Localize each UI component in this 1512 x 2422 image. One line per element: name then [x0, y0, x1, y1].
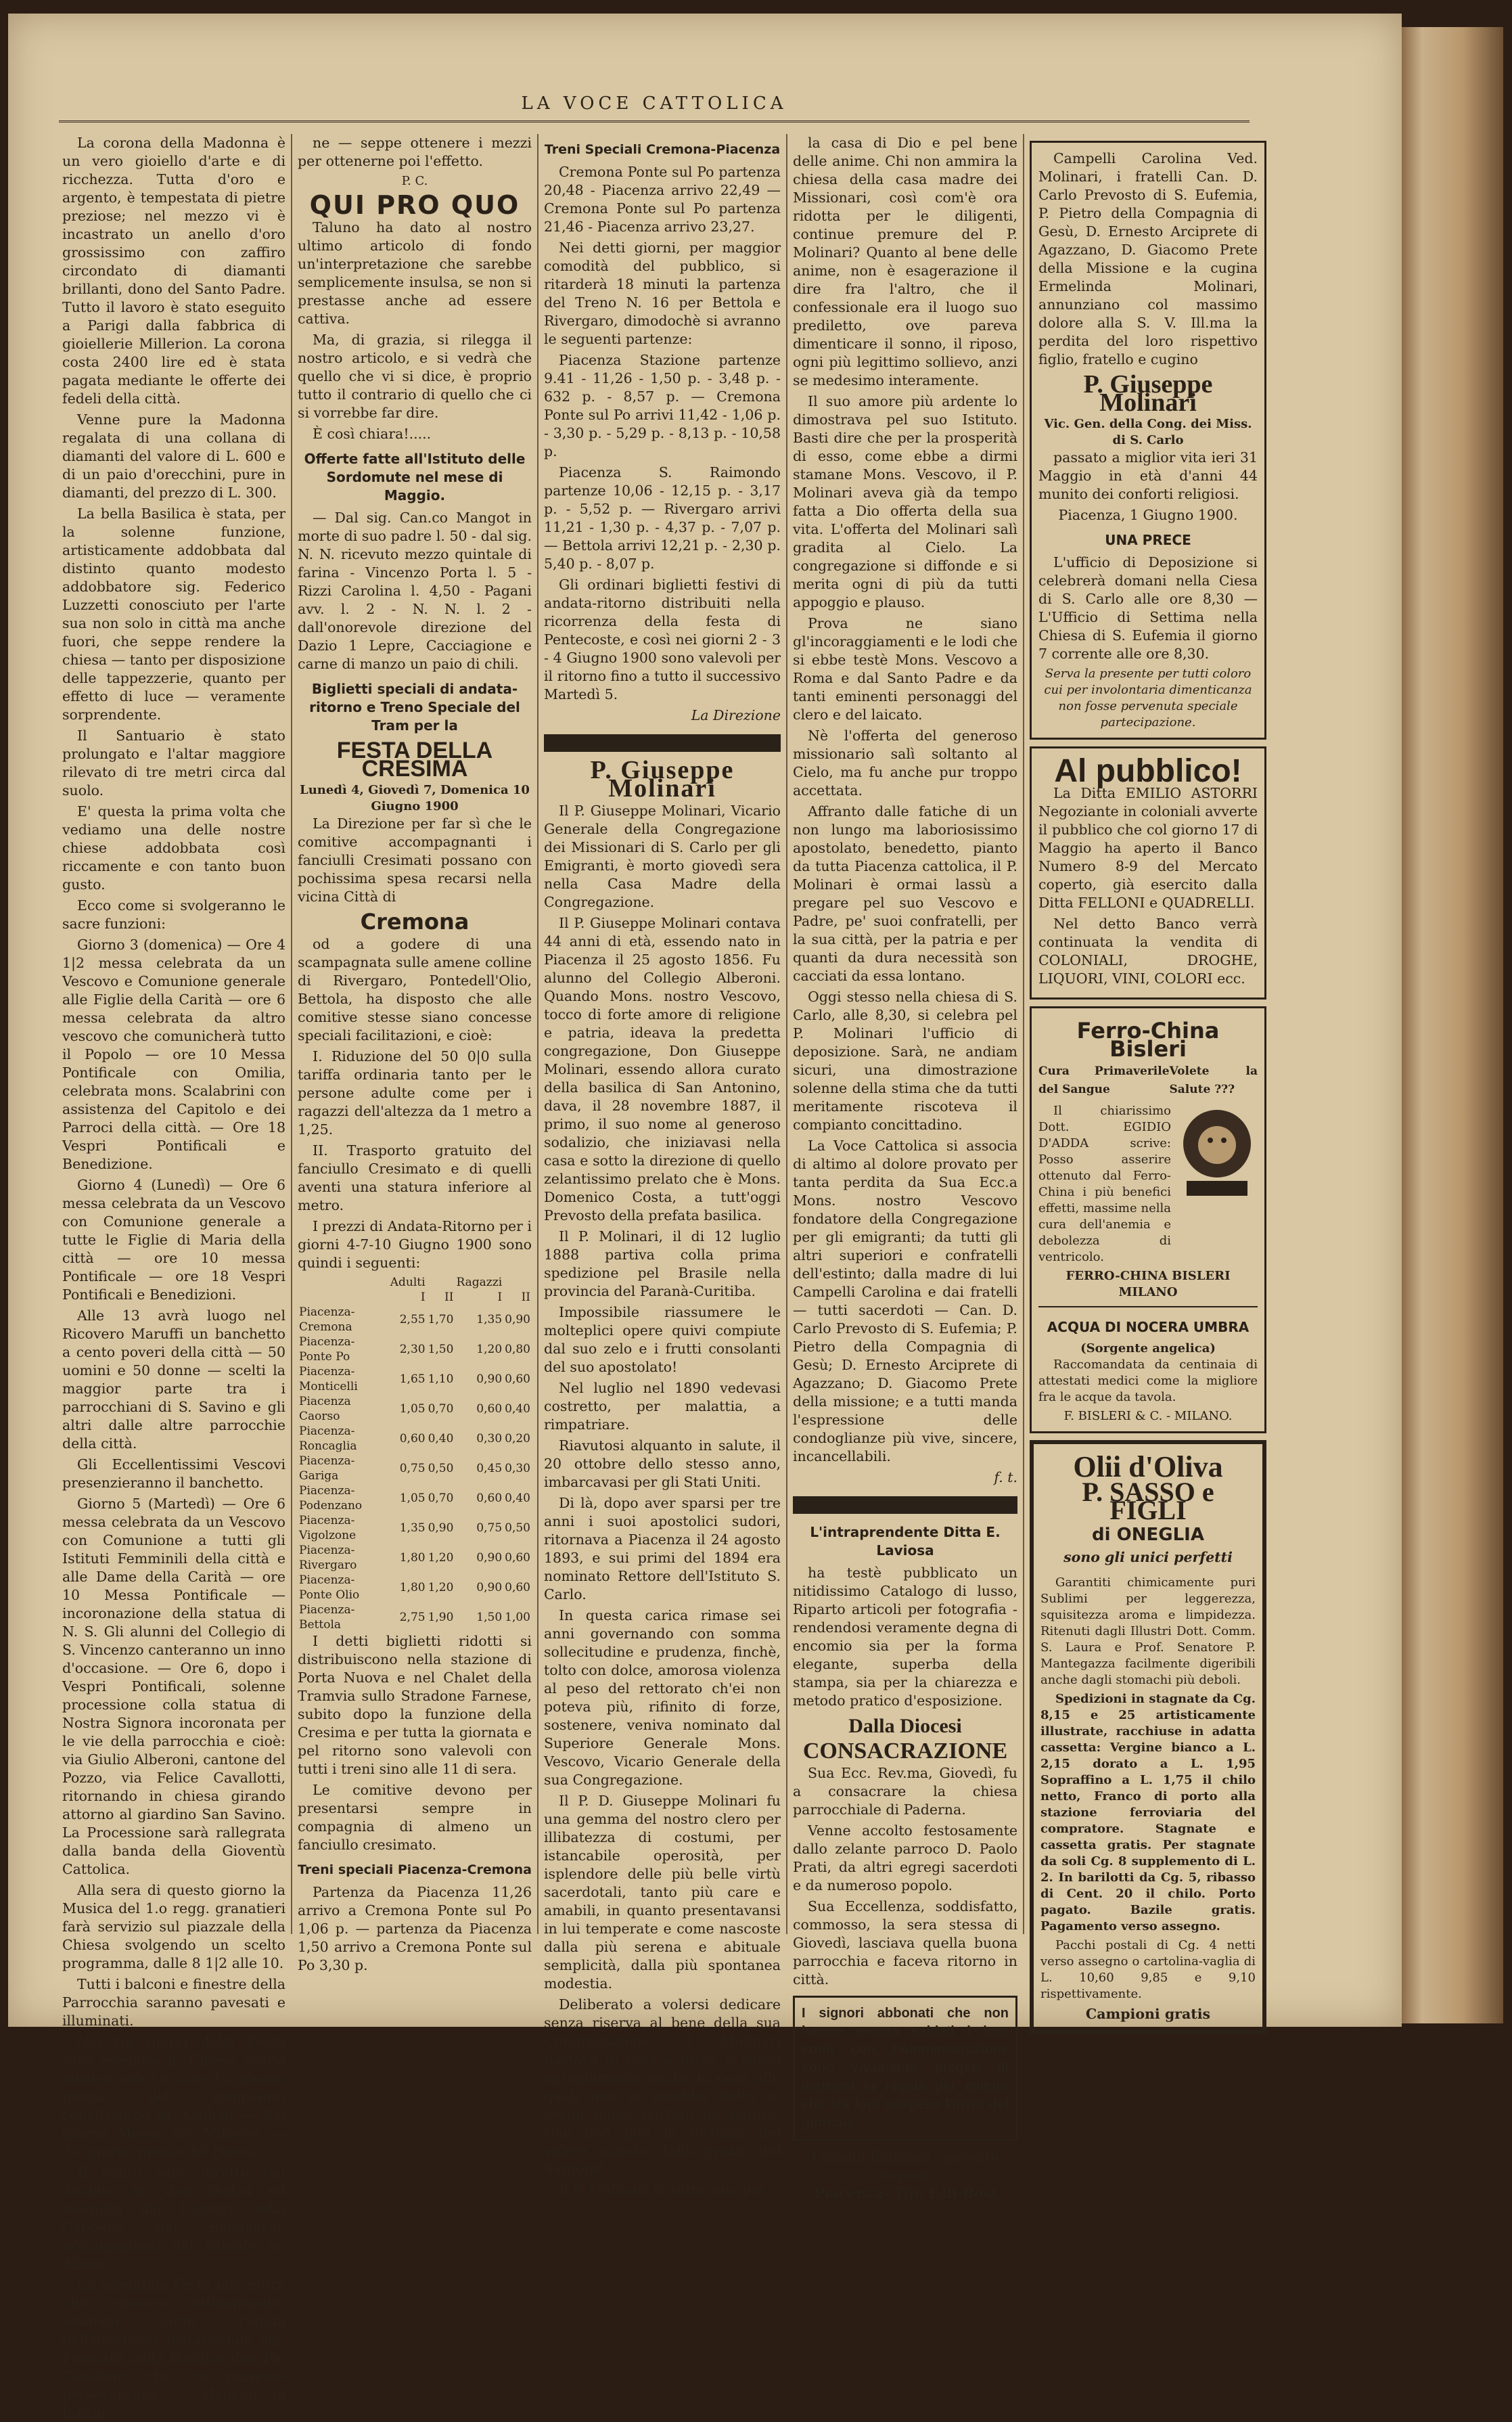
fare-cell: 0,90 — [476, 1372, 503, 1386]
fare-row — [298, 1275, 532, 1290]
festa-dates: Lunedì 4, Giovedì 7, Domenica 10 Giugno 1900 — [300, 783, 530, 813]
fare-cell: 2,30 — [399, 1343, 426, 1356]
cremona-title: Cremona — [360, 909, 469, 935]
fare-cell: I — [420, 1291, 426, 1304]
treni-pc-title: Treni speciali Piacenza-Cremona — [298, 1862, 532, 1877]
fare-row — [298, 1513, 532, 1543]
pubblico-title: Al pubblico! — [1054, 753, 1242, 789]
paragraph: Il canto sarà diretto dal distinto m. don Dodici ed eseguito dai Cantori della Cappella del Seminario, accompagnati dal valente m. Albasi. — [62, 2164, 285, 2272]
fare-row — [298, 1305, 532, 1335]
fare-cell: 1,00 — [505, 1611, 530, 1624]
fare-cell: Piacenza-Bettola — [299, 1603, 355, 1632]
fare-cell: 0,75 — [476, 1521, 503, 1535]
nocera-title: ACQUA DI NOCERA UMBRA — [1047, 1319, 1250, 1335]
fare-cell: 0,70 — [428, 1402, 454, 1416]
bisleri-label: FERRO-CHINA BISLERI MILANO — [1066, 1269, 1231, 1299]
paragraph: Piacenza Stazione partenze 9.41 - 11,26 - 1,50 p. - 3,48 p. - 632 p. - 8,57 p. — Cremona Ponte sul Po arrivi 11,42 - 1,06 p. - 3,30 p. - 5,29 p. - 8,13 p. - 10,58 p. — [544, 352, 781, 459]
biglietti-title: Biglietti speciali di andata-ritorno e Treno Speciale del Tram per la — [309, 681, 520, 734]
paragraph: Giorno 3 (domenica) — Ore 4 1|2 messa celebrata da un Vescovo e Comunione generale alle Figlie della Carità — ore 6 messa celebrata da altro vescovo che comunicherà tutto il Popolo — ore 10 Messa Pontificale con Omilia, celebrata mons. Scalabrini con assistenza del Capitolo e dei Parroci della città. — Ore 18 Vespri Pontificali e Benedizione. — [62, 937, 285, 1172]
fare-cell: 0,80 — [505, 1343, 530, 1356]
fare-cell: Adulti — [390, 1276, 426, 1289]
paragraph: Il suo amore più ardente lo dimostrava pel suo Istituto. Basti dire che per la prosperità di esso, come ebbe a dirmi stamane Mons. Vescovo, il P. Molinari aveva già da tempo fatta a Dio offerta della sua vita. L'offerta del Molinari salì gradita al Cielo. La congregazione si diffonde e si merita ogni di più da tutti appoggio e plauso. — [793, 393, 1017, 610]
column-3 — [544, 134, 781, 2198]
paragraph: Il P. Molinari fu tutto zelo per — [559, 2182, 766, 2198]
fare-cell: 1,50 — [428, 1343, 454, 1356]
fare-table — [298, 1275, 532, 1632]
paragraph: Piacenza S. Raimondo partenze 10,06 - 12,15 p. - 3,17 p. - 5,52 p. — Rivergaro arrivi 11,21 - 1,30 p. - 4,37 p. - 7,07 p. — Bettola arrivi 12,21 p. - 2,30 p. 5,40 p. - 8,07 p. — [544, 464, 781, 572]
death-notice-name: P. Giuseppe Molinari — [1083, 370, 1213, 417]
paragraph: Cremona Ponte sul Po partenza 20,48 - Piacenza arrivo 22,49 — Cremona Ponte sul Po partenza 21,46 - Piacenza arrivo 23,27. — [544, 164, 781, 235]
olio-maker: P. SASSO e FIGLI — [1082, 1477, 1214, 1525]
paragraph: la casa di Dio e pel bene delle anime. Chi non ammira la chiesa della casa madre dei Missionari, così com'è ora ridotta per le diligenti, continue premure del P. Molinari? Quanto al bene delle anime, non è esagerazione il dire fra l'altro, che il confessionale era il luogo suo prediletto, ove pareva dimenticare il sonno, il riposo, ogni più legittimo sollievo, anzi se medesimo interamente. — [793, 135, 1017, 388]
fare-cell: 1,20 — [428, 1581, 454, 1594]
paragraph: Sua Eccellenza, soddisfatto, commosso, la sera stessa di Giovedì, lasciava quella buona parrocchia e faceva ritorno in città. — [793, 1898, 1017, 1988]
death-notice-passing: passato a miglior vita ieri 31 Maggio in età d'anni 44 munito dei conforti religiosi. — [1038, 449, 1258, 502]
paragraph: Il P. D. Giuseppe Molinari fu una gemma del nostro clero per illibatezza di costumi, per istancabile operosità, per isplendore delle più belle virtù sacerdotali, tanto più care e amabili, in quanto presentavansi in lui temperate e come nascoste dalla più serena e abituale semplicità, dalla più spontanea modestia. — [544, 1793, 781, 1992]
fare-cell: I — [497, 1291, 503, 1304]
paragraph: Deliberato a volersi dedicare senza riserva al bene della sua Congregazione, il Molinari bastava in essa a tutto, e riuscì egregiamente anche in cose alle quali non si sarebbe detto in verun modo portato da natura. Che non può la fortezza del volere aiutato dalla grazia del Signore! — [544, 1996, 781, 2177]
laviosa-title: L'intraprendente Ditta E. Laviosa — [810, 1524, 1001, 1558]
paragraph: Nei detti giorni, per maggior comodità del pubblico, si ritarderà 18 minuti la partenza del Treno N. 16 per Bettola e Rivergaro, dimodochè si avranno le seguenti partenze: — [544, 240, 781, 347]
fare-cell: 0,90 — [476, 1551, 503, 1565]
fare-cell: Piacenza-Vigolzone — [299, 1514, 357, 1542]
fare-cell: Piacenza-Cremona — [299, 1305, 355, 1334]
fare-row — [298, 1573, 532, 1602]
fare-cell: 1,05 — [399, 1492, 426, 1505]
masthead-title: LA VOCE CATTOLICA — [521, 93, 787, 114]
paragraph: Oggi stesso nella chiesa di S. Carlo, alle 8,30, si celebra pel P. Molinari l'ufficio di deposizione. Sarà, ne andiam sicuri, una dimostrazione solenne della stima che da tutti meritamente riscoteva il compianto concittadino. — [793, 989, 1017, 1133]
col2-sign: P. C. — [401, 174, 428, 188]
riduzioni-text — [298, 935, 532, 1272]
column-rule — [537, 134, 539, 1934]
prece-note: Serva la presente per tutti coloro cui per involontaria dimenticanza non fosse pervenuta speciale partecipazione. — [1044, 667, 1252, 730]
fare-cell: 1,80 — [399, 1551, 426, 1565]
paragraph: Affranto dalle fatiche di un non lungo ma laboriosissimo apostolato, benedetto, pianto da tutta Piacenza cattolica, il P. Molinari è ormai lassù a pregare pel suo Vescovo e Padre, pe' suoi confratelli, per la sua città, per la patria e per quanti da dura necessità son cacciati da essa lontano. — [793, 803, 1017, 984]
quiproquo-text — [298, 219, 532, 443]
subscribers-notice: I signori abbonati che non hanno ancora saldati i loro conti con l'Amministrazione sono vivamente pregati di mettersi in regola per evitare che sia loro sospeso l'invio del giornale. — [793, 1996, 1017, 2141]
prece-text: L'ufficio di Deposizione si celebrerà domani nella Ciesa di S. Carlo alle ore 8,30 — L'Ufficio di Settima nella Chiesa di S. Eufemia il giorno 7 corrente alle ore 8,30. — [1038, 554, 1258, 662]
death-notice-date: Piacenza, 1 Giugno 1900. — [1058, 507, 1238, 523]
fare-cell: 2,75 — [399, 1611, 426, 1624]
quiproquo-title: QUI PRO QUO — [309, 190, 520, 220]
paragraph: La Direzione per far sì che le comitive accompagnanti i fanciulli Cresimati possano con pochissima spesa recarsi nella vicina Città di — [298, 815, 532, 905]
fare-cell: Piacenza Caorso — [299, 1395, 351, 1423]
paragraph: La Voce Cattolica si associa di altimo al dolore provato per tanta perdita da Sua Ecc.a Mons. nostro Vescovo fondatore della Congregazione per gli emigranti; da tutti gli altri superiori e confratelli dell'estinto; dalla madre di lui Campelli Carolina e dai fratelli — tutti sacerdoti — Can. D. Carlo Prevosto di S. Eufemia; P. Pietro della Compagnia di Gesù; D. Ernesto Arciprete di Agazzano; D. Giacomo Prete della missione; e a tutti manda l'espressione delle condoglianze più vive, sincere, incancellabili. — [793, 1138, 1017, 1464]
paragraph: Ma, di grazia, si rilegga il nostro articolo, e si vedrà che quello che vi si dice, è proprio tutto il contrario di quello che ci si vorrebbe far dire. — [298, 332, 532, 421]
molinari-continued — [793, 134, 1017, 1466]
paragraph: Venne accolto festosamente dallo zelante parroco D. Paolo Prati, da altri egregi sacerdoti e da numeroso popolo. — [793, 1822, 1017, 1893]
offerte-title: Offerte fatte all'Istituto delle Sordomute nel mese di Maggio. — [304, 451, 526, 503]
fare-cell: 0,60 — [399, 1432, 426, 1445]
paragraph: Ecco come si svolgeranno le sacre funzioni: — [62, 897, 285, 932]
fare-cell: Piacenza-Rivergaro — [299, 1544, 357, 1572]
fare-row — [298, 1364, 532, 1394]
column-2 — [298, 134, 532, 1973]
pubblico-box — [1030, 746, 1266, 1000]
fare-cell — [427, 1275, 455, 1290]
olio-ad — [1030, 1440, 1266, 2034]
fare-cell: 1,80 — [399, 1581, 426, 1594]
fare-cell: 1,20 — [428, 1551, 454, 1565]
treni-pc-text: Partenza da Piacenza 11,26 arrivo a Cremona Ponte sul Po 1,06 p. — partenza da Piacenza 1,50 arrivo a Cremona Ponte sul Po 3,30 p. — [298, 1884, 532, 1973]
fare-cell: 0,45 — [476, 1462, 503, 1475]
paragraph: È così chiara!..... — [313, 426, 432, 442]
paragraph: Gli Eccellentissimi Vescovi presenzieranno il banchetto. — [62, 1456, 285, 1491]
paragraph: Impossibile riassumere le molteplici opere quivi compiute dal suo zelo e i frutti consolanti del suo apostolato! — [544, 1304, 781, 1375]
column-5 — [1030, 134, 1266, 2022]
olio-title: Olii d'Oliva — [1073, 1450, 1223, 1483]
bisleri-title: Ferro-China Bisleri — [1076, 1018, 1220, 1062]
book-binding — [1402, 27, 1503, 2023]
consacrazione-title: CONSACRAZIONE — [802, 1739, 1008, 1764]
olio-text: Garantiti chimicamente puri Sublimi per leggerezza, squisitezza aroma e limpidezza. Ritenuti dagli Illustri Dott. Comm. S. Laura e Prof. Senatore P. Mantegazza facilmente digeribili anche dagli stomachi più deboli. — [1040, 1575, 1256, 1687]
nocera-text: Raccomandata da centinaia di attestati medici come la migliore fra le acque da tavola. — [1038, 1358, 1258, 1404]
fare-row — [298, 1454, 532, 1483]
fare-cell — [298, 1290, 389, 1305]
molinari-text — [544, 802, 781, 2199]
fare-row — [298, 1394, 532, 1424]
paragraph: I prezzi di Andata-Ritorno per i giorni 4-7-10 Giugno 1900 sono quindi i seguenti: — [298, 1218, 532, 1271]
fare-cell: II — [521, 1291, 530, 1304]
fare-cell: 0,50 — [428, 1462, 454, 1475]
paragraph: In questa carica rimase sei anni governando con somma sollecitudine e prudenza, finchè, tolto con dolce, amorosa violenza al peso del rettorato ch'ei non poteva più, rifinito di forze, sostenere, veniva nominato dal Superiore Generale Mons. Vescovo, Vicario Generale della sua Congregazione. — [544, 1607, 781, 1788]
consacrazione-text — [793, 1764, 1017, 1989]
paragraph: Il P. Giuseppe Molinari, Vicario Generale della Congregazione dei Missionari di S. Carlo per gli Emigranti, è morto giovedì sera nella Casa Madre della Congregazione. — [544, 803, 781, 910]
paragraph: Riavutosi alquanto in salute, il 20 ottobre dello stesso anno, imbarcavasi per gli Stati Uniti. — [544, 1437, 781, 1490]
fare-cell: 0,60 — [505, 1581, 530, 1594]
masthead — [59, 93, 1250, 122]
fare-cell: 0,40 — [505, 1402, 530, 1416]
paragraph: La splendida Festa non potrà che riuscire ottimamente, essendo sotto l'egida dell'indefesso instancabile sig. Prevosto della Basilica don Pio Cassinari, che, con paziente perseveranza — ideando la funzio- — [62, 2277, 285, 2421]
fare-cell: 1,20 — [476, 1343, 503, 1356]
fare-row — [298, 1543, 532, 1573]
paragraph: La corona della Madonna è un vero gioiello d'arte e di ricchezza. Tutta d'oro e argento, è tempestata di pietre preziose; nel mezzo vi è incastrato un anello d'oro grossissimo con zaffiro circondato di diamanti brillanti, dono del Santo Padre. Tutto il lavoro è stato eseguito a Parigi dalla fabbrica di gioiellerie Millerion. La corona costa 2400 lire ed è stata pagata mediante le offerte dei fedeli della città. — [62, 135, 285, 407]
olio-postal: Pacchi postali di Cg. 4 netti verso assegno o cartolina-vaglia di L. 10,60 9,85 e 9,10 rispettivamente. — [1040, 1938, 1256, 2001]
column-1 — [62, 134, 285, 2421]
fare-cell: Piacenza-Podenzano — [299, 1484, 363, 1512]
biglietti-text — [298, 1632, 532, 1854]
fare-cell: 0,90 — [505, 1313, 530, 1326]
fare-cell: II — [444, 1291, 454, 1304]
nocera-sub: (Sorgente angelica) — [1080, 1341, 1216, 1355]
paragraph: Tutti i balconi e finestre della Parrocchia saranno pavesati e illuminati. — [62, 1976, 285, 2029]
fare-cell: 0,60 — [476, 1402, 503, 1416]
fare-cell: 0,50 — [505, 1521, 530, 1535]
bisleri-text: Il chiarissimo Dott. EGIDIO D'ADDA scrive: Posso asserire ottenuto dal Ferro-China i più benefici effetti, massime nella cura dell'anemia e debolezza di ventricolo. — [1038, 1104, 1171, 1264]
fare-cell: 1,50 — [476, 1611, 503, 1624]
fare-cell: 0,30 — [505, 1462, 530, 1475]
fare-cell: Piacenza-Monticelli — [299, 1365, 358, 1393]
column-1-text — [62, 134, 285, 2422]
column-rule — [1023, 134, 1024, 1934]
fare-cell: 1,05 — [399, 1402, 426, 1416]
fare-cell: 0,60 — [476, 1492, 503, 1505]
paragraph: I detti biglietti ridotti si distribuiscono nella stazione di Porta Nuova e nel Chalet della Tramvia sullo Stradone Farnese, subito dopo la funzione della Cresima e per tutta la giornata e pel ritorno sono valevoli con tutti i treni sino alle 11 di sera. — [298, 1633, 532, 1777]
paragraph: Di là, dopo aver sparsi per tre anni i suoi apostolici sudori, ritornava a Piacenza il 24 agosto 1893, e sui primi del 1894 era nominato Rettore dell'Istituto S. Carlo. — [544, 1495, 781, 1602]
paragraph: Il P. Giuseppe Molinari contava 44 anni di età, essendo nato in Piacenza il 25 agosto 1856. Fu alunno del Collegio Alberoni. Quando Mons. nostro Vescovo, tocco di forte amore di religione e patria, ideava la predetta congregazione, Don Giuseppe Molinari, essendo allora curato della basilica di San Antonino, dava, il 28 novembre 1887, il primo, il suo nome al generoso sodalizio, che iniziavasi nella casa e sotto la direzione di quello zelantissimo prelato che è Mons. Domenico Costa, a tutt'oggi Prevosto della prefata basilica. — [544, 915, 781, 1224]
nocera-maker: F. BISLERI & C. - MILANO. — [1063, 1409, 1233, 1423]
bisleri-sub1: Cura Primaverile del Sangue — [1038, 1064, 1170, 1096]
paragraph: Le comitive devono per presentarsi sempre in compagnia di almeno un fanciullo cresimato. — [298, 1782, 532, 1853]
paragraph: I. Riduzione del 50 0|0 sulla tariffa ordinaria tanto per le persone adulte come per i ragazzi dell'altezza da 1 metro a 1,25. — [298, 1048, 532, 1138]
paragraph: Giorno 5 (Martedì) — Ore 6 messa celebrata da un Vescovo con Comunione a tutti gli Istituti Femminili della città e alle Dame della Carità — ore 10 Messa Pontificale — incoronazione della statua di N. S. Gli alunni del Collegio di S. Vincenzo canteranno un inno d'occasione. — Ore 6, dopo i Vespri Pontificali, solenne processione colla statua di Nostra Signora incoronata per le vie della parrocchia e cioè: via Giulio Alberoni, cantone del Pozzo, via Felice Cavallotti, ritornando in chiesa girando attorno al giardino San Savino. La Processione sarà rallegrata dalla banda della Gioventù Cattolica. — [62, 1496, 285, 1877]
bisleri-sub2: Volete la Salute ??? — [1169, 1064, 1258, 1096]
fare-cell: 0,40 — [428, 1432, 454, 1445]
paragraph: II. Trasporto gratuito del fanciullo Cresimato e di quelli aventi una statura inferiore al metro. — [298, 1142, 532, 1213]
treni-cp-text — [544, 163, 781, 704]
lion-head-icon — [1176, 1103, 1258, 1205]
pubblico-text: La Ditta EMILIO ASTORRI Negoziante in coloniali avverte il pubblico che col giorno 17 di Maggio ha aperto il Banco Numero 8-9 del Mercato coperto, già esercito dalla Ditta FELLONI e QUADRELLI. — [1038, 785, 1258, 911]
fare-cell: 0,40 — [505, 1492, 530, 1505]
column-rule — [291, 134, 292, 1934]
fare-cell: 1,70 — [428, 1313, 454, 1326]
fare-cell: Piacenza-Ponte Olio — [299, 1573, 360, 1602]
fare-cell: 0,75 — [399, 1462, 426, 1475]
fare-cell: Piacenza-Ponte Po — [299, 1335, 355, 1364]
gerente: Comolli Epimaco - gerente respons. — [811, 2149, 999, 2183]
paragraph: Sua Ecc. Rev.ma, Giovedì, fu a consacrare la chiesa parrocchiale di Paderna. — [793, 1765, 1017, 1818]
paragraph: Taluno ha dato al nostro ultimo articolo di fondo un'interpretazione che sarebbe semplicemente insulsa, se non si prestasse anche ad essere cattiva. — [298, 219, 532, 327]
olio-ship: Spedizioni in stagnate da Cg. 8,15 e 25 artisticamente illustrate, racchiuse in adatta cassetta: Vergine bianco a L. 2,15 dorato a L. 1,95 Sopraffino a L. 1,75 il chilo netto, Franco di porto alla stazione ferroviaria del compratore. Stagnate e cassetta gratis. Per stagnate da soli Cg. 8 supplemento di L. 2. In barilotti da Cg. 5, ribasso di Cent. 20 il chilo. Porto pagato. Bazile gratis. Pagamento verso assegno. — [1040, 1692, 1256, 1933]
olio-free: Campioni gratis — [1085, 2006, 1211, 2022]
fare-cell: Ragazzi — [456, 1276, 503, 1289]
festa-text — [298, 815, 532, 906]
ft-sign: f. t. — [994, 1469, 1017, 1485]
fare-cell: 0,60 — [505, 1551, 530, 1565]
fare-row — [298, 1424, 532, 1454]
death-notice-role: Vic. Gen. della Cong. dei Miss. di S. Carlo — [1044, 417, 1252, 447]
paragraph: Il Santuario è stato prolungato e l'altar maggiore rilevato di tre metri circa dal suolo. — [62, 727, 285, 799]
fare-cell: Piacenza-Gariga — [299, 1454, 355, 1483]
fare-row — [298, 1602, 532, 1632]
paragraph: od a godere di una scampagnata sulle amene colline di Rivergaro, Pontedell'Olio, Bettola, ha disposto che alle comitive stesse siano concesse speciali facilitazioni, e cioè: — [298, 936, 532, 1044]
fare-cell: 1,90 — [428, 1611, 454, 1624]
column-4 — [793, 134, 1017, 2201]
fare-cell: 2,55 — [399, 1313, 426, 1326]
festa-title: FESTA DELLA CRESIMA — [336, 738, 493, 782]
offerte-text: — Dal sig. Can.co Mangot in morte di suo padre l. 50 - dal sig. N. N. ricevuto mezzo quintale di farina - Vincenzo Porta l. 5 - Rizzi Carolina l. 4,50 - Pagani avv. l. 2 - N. N. l. 2 - dall'onorevole direzione del Dazio 1 Lepre, Cacciagione e carne di manzo un paio di chili. — [298, 510, 532, 672]
fare-cell: 0,90 — [428, 1521, 454, 1535]
banner-rule — [793, 1496, 1017, 1514]
paragraph: Gli ordinari biglietti festivi di andata-ritorno distribuiti nella ricorrenza della festa di Pentecoste, e così nei giorni 2 - 3 - 4 Giugno 1900 sono valevoli per il ritorno fino a tutto il successivo Martedì 5. — [544, 577, 781, 702]
fare-cell: 1,10 — [428, 1372, 454, 1386]
treni-cp-title: Treni Speciali Cremona-Piacenza — [544, 142, 781, 157]
fare-row — [298, 1335, 532, 1364]
column-rule — [786, 134, 787, 1934]
olio-tag: sono gli unici perfetti — [1063, 1549, 1233, 1565]
fare-cell: 0,60 — [505, 1372, 530, 1386]
fare-cell: 0,70 — [428, 1492, 454, 1505]
paragraph: La bella Basilica è stata, per la solenne funzione, artisticamente addobbata dal distinto quanto modesto addobbatore sig. Federico Luzzetti conosciuto per l'arte sua non solo in città ma anche fuori, che seppe rendere la chiesa — tanto per disposizione delle tappezzerie, quanto per effetto di luce — veramente sorprendente. — [62, 506, 285, 723]
bisleri-ad — [1030, 1006, 1266, 1433]
olio-place: di ONEGLIA — [1092, 1525, 1204, 1545]
banner-rule — [544, 734, 781, 752]
fare-cell: 1,65 — [399, 1372, 426, 1386]
paragraph: Alle 13 avrà luogo nel Ricovero Maruffi un banchetto a cento poveri della città — 50 uomini e 50 donne — scelti la maggior parte tra i parrocchiani di S. Savino e gli altri dalle altre parrocchie della città. — [62, 1307, 285, 1452]
pubblico-text-2: Nel detto Banco verrà continuata la vendita di COLONIALI, DROGHE, LIQUORI, VINI, COLORI ecc. — [1038, 916, 1258, 987]
paragraph: Nei tre giorni della Festa sarà eseguita in Chiesa scelta musica sacra e cioè: 1.o giorno messa del compianto concittadino m. Galloni — 2.o giorno Messa del Mitterer — 3.o giorno messa del Perosi. — [62, 2034, 285, 2159]
fare-cell: 1,35 — [399, 1521, 426, 1535]
fare-cell: 1,35 — [476, 1313, 503, 1326]
paragraph: Alla sera di questo giorno la Musica del 1.o regg. granatieri farà servizio sul piazzale della Chiesa svolgendo un scelto programma, dalle 8 1|2 alle 10. — [62, 1882, 285, 1971]
paragraph: Prova ne siano gl'incoraggiamenti e le lodi che si ebbe testè Mons. Vescovo a Roma e dal Santo Padre e da tanti eminenti personaggi del clero e del laicato. — [793, 615, 1017, 723]
direzione-sign: La Direzione — [691, 707, 781, 723]
paragraph: Nel luglio nel 1890 vedevasi costretto, per malattia, a rimpatriare. — [544, 1380, 781, 1433]
paragraph: Giorno 4 (Lunedì) — Ore 6 messa celebrata da un Vescovo con Comunione generale a tutte le Figlie di Maria della città — ore 10 messa Pontificale — ore 18 Vespri Pontificali e Benedizioni. — [62, 1177, 285, 1303]
diocesi-title: Dalla Diocesi — [848, 1715, 962, 1737]
prece-title: UNA PRECE — [1105, 532, 1191, 548]
paragraph: Venne pure la Madonna regalata di una collana di diamanti del valore di L. 600 e di un paio d'orecchini, pure in diamanti, del prezzo di L. 300. — [62, 411, 285, 501]
newspaper-page — [8, 14, 1402, 2421]
molinari-title: P. Giuseppe Molinari — [590, 756, 735, 803]
paragraph: E' questa la prima volta che vediamo una delle nostre chiese addobbata così riccamente e con tanto buon gusto. — [62, 803, 285, 893]
fare-cell: Piacenza-Roncaglia — [299, 1425, 357, 1453]
fare-cell: 0,90 — [476, 1581, 503, 1594]
death-notice-text: Campelli Carolina Ved. Molinari, i fratelli Can. D. Carlo Prevosto di S. Eufemia, P. Pietro della Compagnia di Gesù, D. Ernesto Arciprete di Agazzano, D. Giacomo Prete della Missione e la cugina Ermelinda Molinari, annunziano col massimo dolore alla S. V. Ill.ma la perdita del loro rispettivo figlio, fratello e cugino — [1038, 150, 1258, 367]
fare-cell: 0,20 — [505, 1432, 530, 1445]
col2-top: ne — seppe ottenere i mezzi per ottenerne poi l'effetto. — [298, 135, 532, 169]
fare-row — [298, 1290, 532, 1305]
fare-cell — [503, 1275, 532, 1290]
tipografia: Piacenza- Tip. F.lli Bosi — [814, 2185, 996, 2201]
fare-cell: 0,30 — [476, 1432, 503, 1445]
fare-cell — [298, 1275, 389, 1290]
death-notice-box — [1030, 141, 1266, 740]
fare-row — [298, 1483, 532, 1513]
laviosa-text: ha testè pubblicato un nitidissimo Catalogo di lusso, Riparto articoli per fotografia - rendendosi veramente degna di encomio sia per la forma elegante, superba della stampa, sia per la chiarezza e metodo pratico d'esposizione. — [793, 1565, 1017, 1709]
paragraph: Il P. Molinari, il di 12 luglio 1888 partiva colla prima spedizione pel Brasile nella provincia del Paranà-Curitiba. — [544, 1228, 781, 1299]
paragraph: Nè l'offerta del generoso missionario salì soltanto al Cielo, ma fu anche pur troppo accettata. — [793, 727, 1017, 799]
